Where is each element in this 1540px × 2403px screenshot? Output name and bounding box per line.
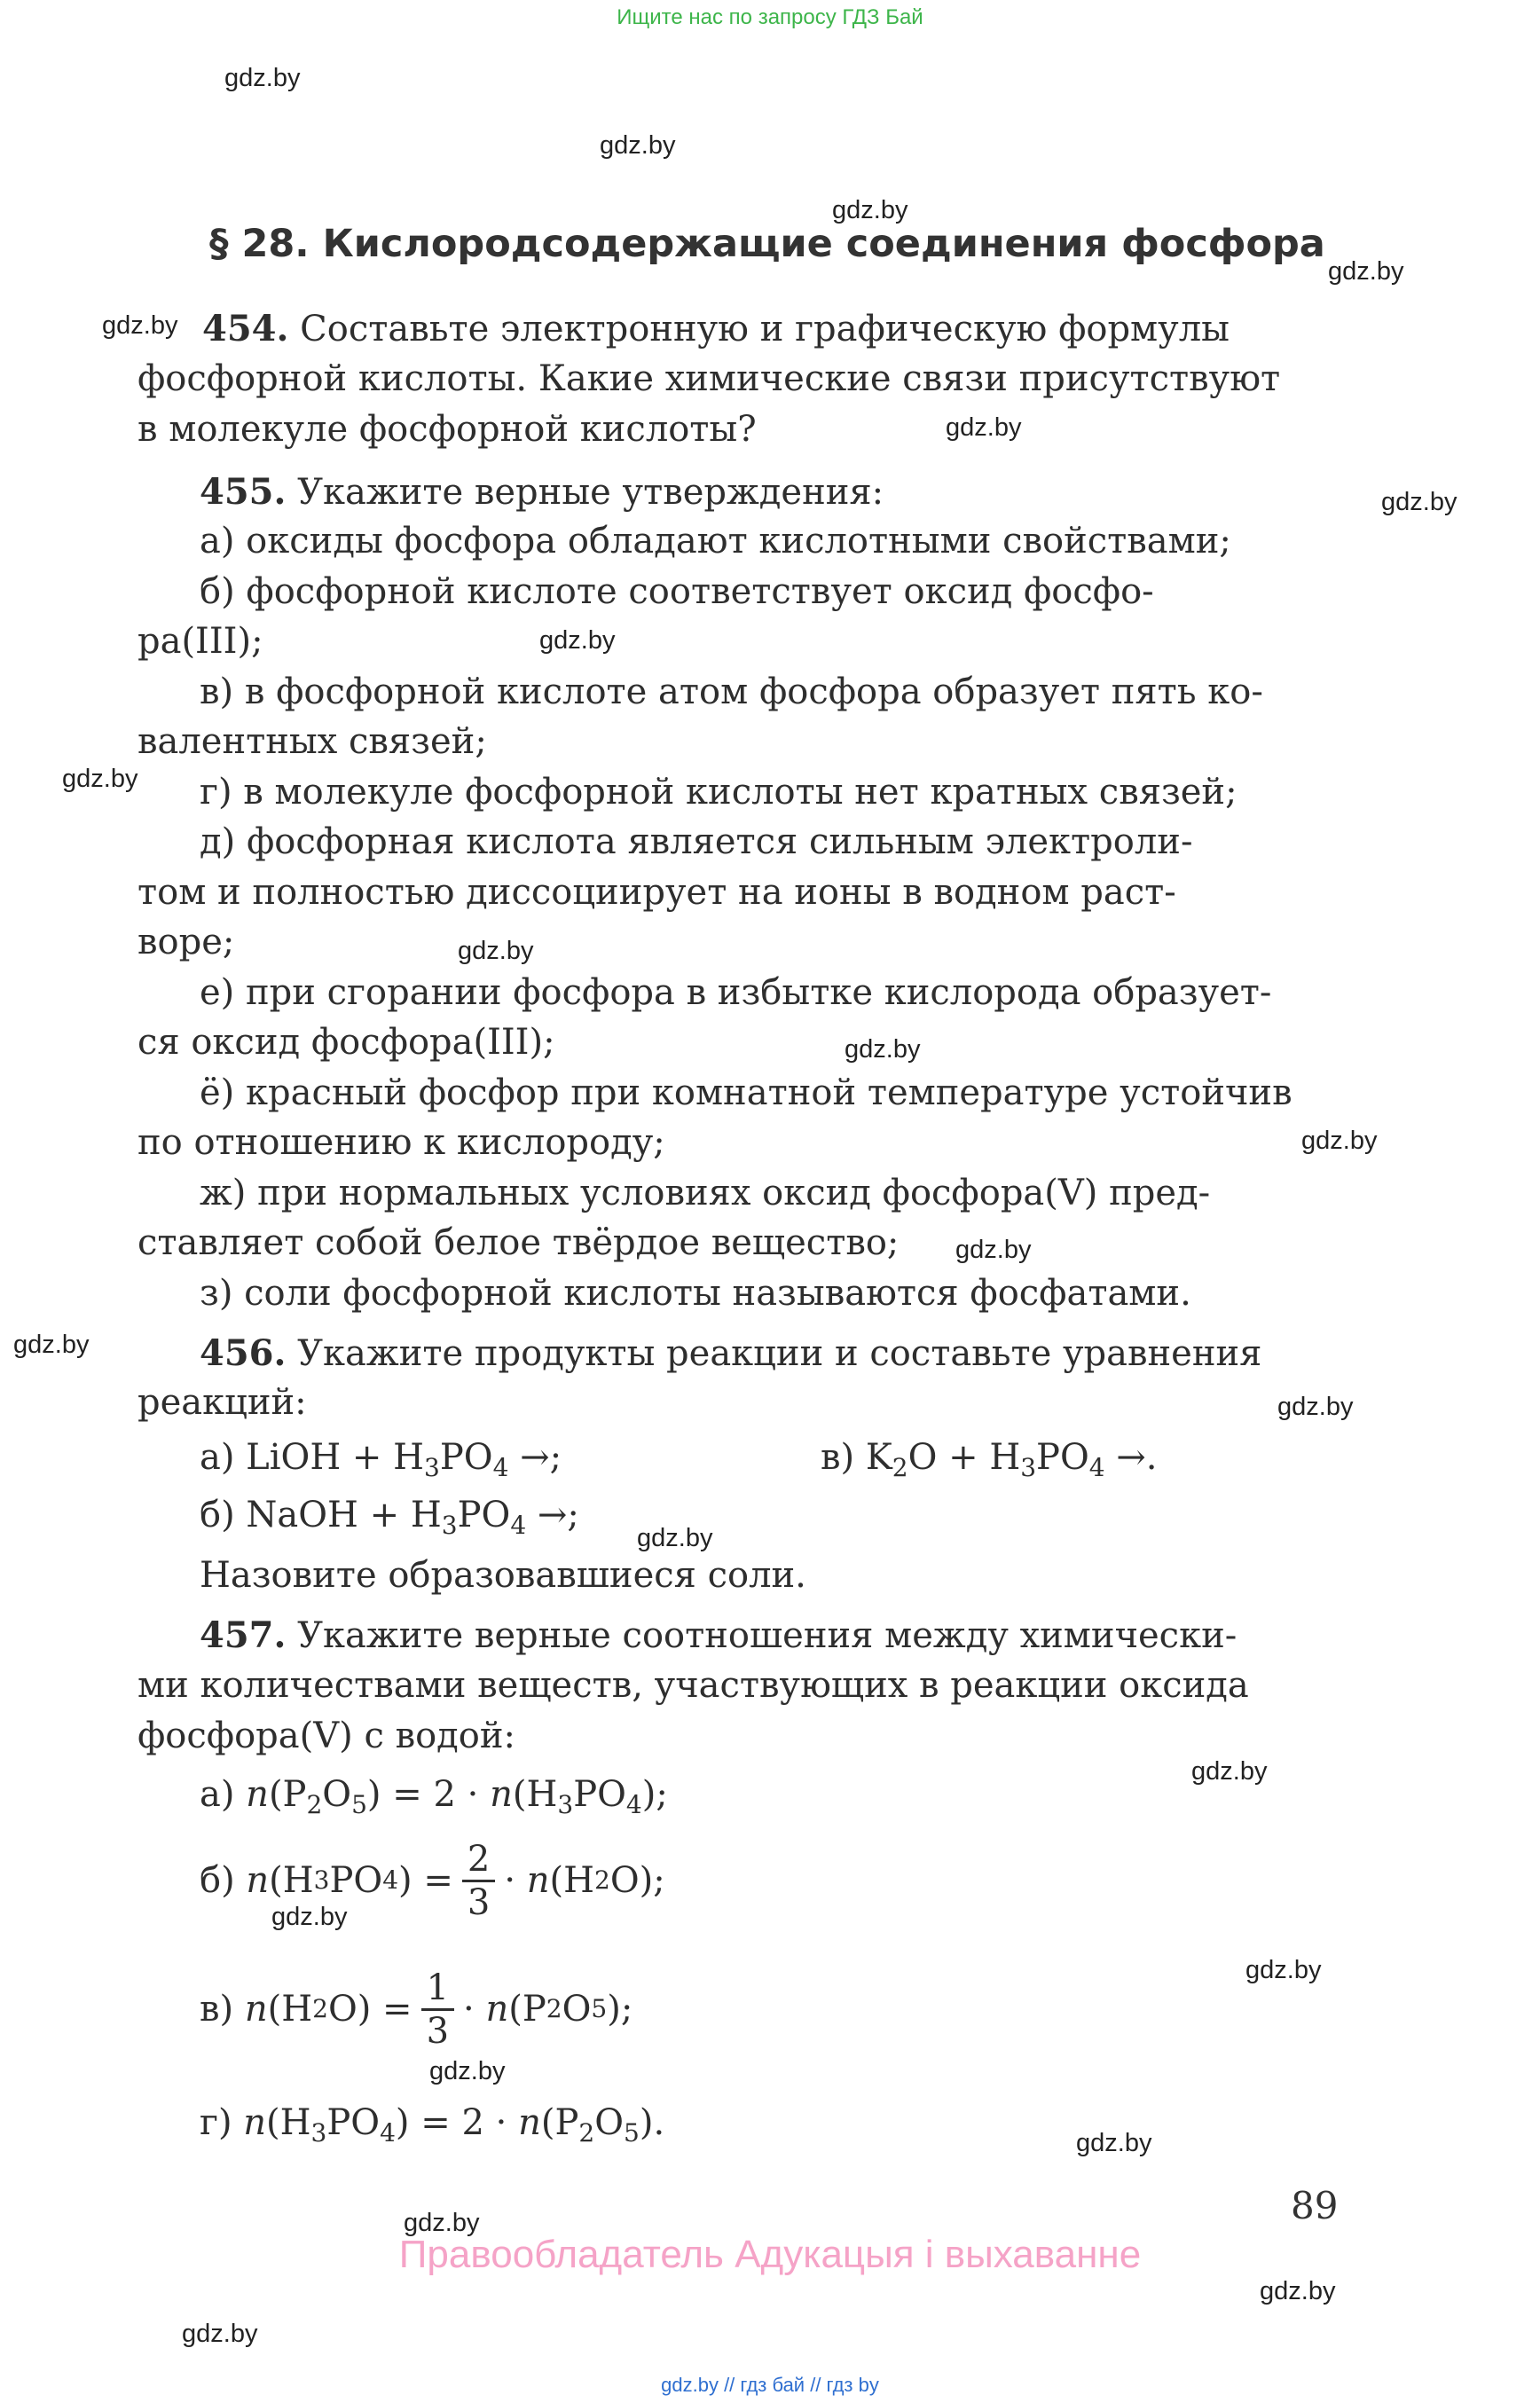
option-g: г) в молекуле фосфорной кислоты нет кратных связей;: [200, 772, 1238, 813]
watermark: gdz.by: [1328, 257, 1404, 286]
watermark: gdz.by: [404, 2209, 480, 2237]
option-v-cont: валентных связей;: [138, 721, 487, 762]
exercise-number: 454.: [202, 308, 289, 349]
exercise-number: 456.: [200, 1332, 287, 1374]
option-v: в) в фосфорной кислоте атом фосфора образует пять ко-: [200, 671, 1263, 712]
watermark: gdz.by: [539, 626, 616, 655]
relation-v: в) n (H 2 O) = $\frac{1}{3}$ · n (P 2 O 5 );: [200, 1967, 633, 2052]
option-e-cont: ся оксид фосфора(III);: [138, 1022, 555, 1063]
watermark: gdz.by: [429, 2057, 506, 2085]
watermark: gdz.by: [1277, 1393, 1354, 1421]
exercise-457-line-2: ми количествами веществ, участвующих в реакции оксида: [138, 1665, 1249, 1706]
exercise-455-intro: 455. Укажите верные утверждения:: [200, 471, 884, 513]
option-yo-cont: по отношению к кислороду;: [138, 1122, 665, 1163]
exercise-456-intro-cont: реакций:: [138, 1382, 307, 1423]
exercise-456-intro: 456. Укажите продукты реакции и составьте уравнения: [200, 1332, 1262, 1374]
watermark: gdz.by: [458, 937, 534, 965]
watermark: gdz.by: [946, 413, 1022, 442]
copyright-notice: Правообладатель Адукацыя і выхаванне: [398, 2233, 1142, 2276]
option-d-cont2: воре;: [138, 922, 235, 962]
watermark: gdz.by: [845, 1035, 921, 1064]
watermark: gdz.by: [224, 64, 301, 92]
relation-b: б) n (H 3 PO 4 ) = $\frac{2}{3}$ · n (H 2 O);: [200, 1838, 665, 1923]
option-yo: ё) красный фосфор при комнатной температуре устойчив: [200, 1072, 1292, 1113]
relation-a: а) $n(P_2O_5) = 2 \cdot n(H_3PO_4)$;: [200, 1774, 668, 1819]
option-a: а) оксиды фосфора обладают кислотными свойствами;: [200, 521, 1231, 561]
option-z: з) соли фосфорной кислоты называются фосфатами.: [200, 1273, 1191, 1314]
watermark: gdz.by: [1191, 1757, 1268, 1786]
exercise-457-line-3: фосфора(V) с водой:: [138, 1716, 516, 1756]
relation-g: г) $n(H_3PO_4) = 2 \cdot n(P_2O_5)$.: [200, 2102, 665, 2148]
watermark: gdz.by: [1381, 488, 1458, 516]
option-b: б) фосфорной кислоте соответствует оксид фосфо-: [200, 571, 1154, 612]
option-d: д) фосфорная кислота является сильным электроли-: [200, 821, 1193, 862]
watermark: gdz.by: [955, 1236, 1032, 1264]
exercise-454-line-3: в молекуле фосфорной кислоты?: [138, 409, 757, 450]
watermark: gdz.by: [637, 1524, 713, 1552]
watermark: gdz.by: [102, 311, 178, 340]
watermark: gdz.by: [1245, 1956, 1322, 1984]
option-d-cont: том и полностью диссоциирует на ионы в водном раст-: [138, 872, 1176, 913]
watermark: gdz.by: [62, 765, 138, 793]
watermark: gdz.by: [1301, 1127, 1378, 1155]
watermark: gdz.by: [13, 1331, 90, 1359]
page-number: 89: [1291, 2184, 1339, 2227]
fraction: $\frac{2}{3}$: [462, 1839, 495, 1923]
watermark: gdz.by: [1260, 2277, 1336, 2305]
watermark: gdz.by: [1076, 2129, 1152, 2157]
option-b-cont: ра(III);: [138, 621, 263, 662]
exercise-454-line-1: 454. Составьте электронную и графическую формулы: [202, 308, 1230, 349]
fraction: $\frac{1}{3}$: [421, 1967, 454, 2052]
watermark: gdz.by: [182, 2320, 258, 2348]
option-e: е) при сгорании фосфора в избытке кислорода образует-: [200, 972, 1272, 1013]
exercise-number: 455.: [200, 471, 287, 513]
exercise-number: 457.: [200, 1614, 287, 1656]
option-zh: ж) при нормальных условиях оксид фосфора(V) пред-: [200, 1173, 1211, 1213]
reaction-v: в) $K_2O + H_3PO_4$ →.: [821, 1437, 1158, 1482]
reaction-a: а) LiOH + $H_3PO_4$ →;: [200, 1437, 562, 1482]
exercise-454-line-2: фосфорной кислоты. Какие химические связи присутствуют: [138, 358, 1281, 399]
section-title: § 28. Кислородсодержащие соединения фосфора: [209, 222, 1325, 266]
watermark: gdz.by: [271, 1903, 348, 1931]
option-zh-cont: ставляет собой белое твёрдое вещество;: [138, 1222, 900, 1263]
watermark: gdz.by: [832, 196, 908, 224]
footer-links[interactable]: gdz.by // гдз бай // гдз by: [661, 2374, 879, 2396]
top-banner[interactable]: Ищите нас по запросу ГДЗ Бай: [617, 5, 923, 29]
exercise-457-line-1: 457. Укажите верные соотношения между химически-: [200, 1614, 1238, 1656]
exercise-456-outro: Назовите образовавшиеся соли.: [200, 1555, 806, 1596]
watermark: gdz.by: [600, 131, 676, 160]
reaction-b: б) NaOH + $H_3PO_4$ →;: [200, 1495, 579, 1540]
